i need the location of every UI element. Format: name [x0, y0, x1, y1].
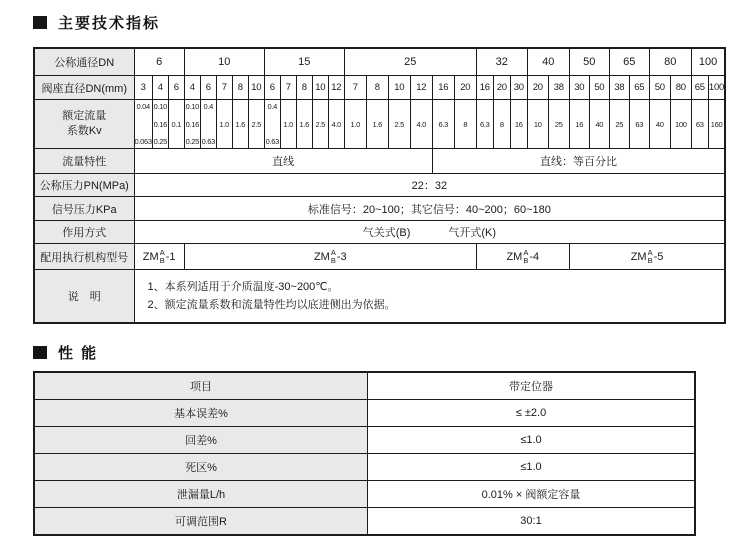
kv-value: 1.6 — [235, 119, 246, 129]
performance-item-cell: 项目 — [34, 372, 368, 400]
kv-value: 63 — [695, 119, 704, 129]
kv-value-stack — [265, 100, 280, 148]
kv-value-stack — [692, 102, 708, 146]
kv-value: 0.10 — [153, 102, 167, 111]
performance-item-cell: 死区% — [34, 454, 368, 481]
dn-group-cell: 6 — [134, 48, 184, 76]
seat-cell: 20 — [527, 76, 548, 100]
kv-cell — [493, 100, 510, 149]
kv-cell — [691, 100, 708, 149]
kv-cell — [280, 100, 296, 149]
kv-value-stack — [511, 102, 527, 146]
kv-value-stack — [389, 102, 410, 146]
actuator-model-cell — [476, 244, 569, 270]
seat-cell: 8 — [366, 76, 388, 100]
nominal-pressure-value-cell: 22：32 — [134, 174, 725, 197]
performance-value-cell: ≤ ±2.0 — [368, 400, 696, 427]
seat-cell: 65 — [629, 76, 649, 100]
kv-value: 0.63 — [265, 137, 279, 146]
seat-cell: 6 — [200, 76, 216, 100]
kv-label — [34, 100, 134, 149]
kv-value: 0.4 — [267, 102, 278, 111]
dn-group-cell: 15 — [264, 48, 344, 76]
actuator-stack-bottom: B — [523, 256, 529, 266]
nominal-pressure-row — [34, 174, 725, 197]
notes-label: 说 明 — [34, 270, 134, 324]
performance-item-cell: 回差% — [34, 427, 368, 454]
air-to-close-text: 气关式(B) — [362, 227, 411, 239]
seat-cell: 65 — [691, 76, 708, 100]
seat-cell: 10 — [388, 76, 410, 100]
kv-value: 2.5 — [315, 119, 326, 129]
section-title-specs-label: 主要技术指标 — [58, 15, 161, 32]
kv-value-stack — [630, 102, 649, 146]
kv-label-line2: 系数Kv — [66, 125, 102, 137]
kv-value: 1.0 — [283, 119, 294, 129]
flow-linear-equal-cell: 直线：等百分比 — [432, 149, 725, 174]
kv-cell — [708, 100, 725, 149]
seat-cell: 4 — [152, 76, 168, 100]
kv-cell — [312, 100, 328, 149]
kv-value-stack — [455, 102, 476, 146]
kv-cell — [200, 100, 216, 149]
flow-characteristic-label: 流量特性 — [34, 149, 134, 174]
kv-value-stack — [709, 102, 725, 146]
kv-cell — [168, 100, 184, 149]
performance-item-cell: 基本误差% — [34, 400, 368, 427]
seat-cell: 12 — [410, 76, 432, 100]
dn-group-cell: 65 — [609, 48, 649, 76]
performance-value-cell: 0.01% × 阀额定容量 — [368, 481, 696, 508]
signal-pressure-row — [34, 197, 725, 221]
main-specs-table — [33, 47, 726, 324]
kv-value: 1.6 — [299, 119, 310, 129]
flow-characteristic-row — [34, 149, 725, 174]
seat-cell: 80 — [670, 76, 691, 100]
kv-cell — [432, 100, 454, 149]
kv-value-stack — [329, 102, 344, 146]
kv-value-stack — [671, 102, 691, 146]
kv-value-stack — [411, 102, 432, 146]
performance-value-cell: ≤1.0 — [368, 454, 696, 481]
kv-label-line1: 额定流量 — [62, 110, 107, 123]
actuator-ab-stack — [160, 249, 165, 266]
actuator-suffix: -5 — [653, 250, 664, 263]
performance-item-cell: 泄漏量L/h — [34, 481, 368, 508]
kv-value: 6.3 — [480, 119, 490, 129]
actuator-model — [506, 249, 539, 266]
notes-cell — [134, 270, 725, 324]
actuator-model — [314, 249, 347, 266]
kv-value: 1.0 — [219, 119, 230, 129]
kv-cell — [476, 100, 493, 149]
kv-value: 4.0 — [331, 119, 342, 129]
actuator-suffix: -1 — [165, 250, 176, 263]
kv-value-stack — [345, 102, 366, 146]
nominal-pressure-label: 公称压力PN(MPa) — [34, 174, 134, 197]
actuator-prefix: ZM — [313, 250, 330, 263]
kv-value-stack — [233, 102, 248, 146]
seat-cell: 3 — [134, 76, 152, 100]
section-title-performance-label: 性 能 — [58, 345, 99, 362]
kv-cell — [264, 100, 280, 149]
kv-cell — [134, 100, 152, 149]
signal-pressure-label: 信号压力KPa — [34, 197, 134, 221]
kv-cell — [527, 100, 548, 149]
seat-cell: 7 — [344, 76, 366, 100]
kv-cell — [388, 100, 410, 149]
kv-value: 0.25 — [185, 137, 199, 146]
seat-cell: 30 — [569, 76, 589, 100]
kv-value-stack — [153, 100, 168, 148]
dn-group-cell: 100 — [691, 48, 725, 76]
kv-cell — [629, 100, 649, 149]
performance-row — [34, 454, 695, 481]
kv-value: 8 — [499, 119, 504, 129]
kv-cell — [548, 100, 569, 149]
kv-value-stack — [650, 102, 670, 146]
section-title-performance — [33, 342, 98, 363]
performance-value-cell: 30:1 — [368, 508, 696, 536]
kv-value-stack — [494, 102, 510, 146]
performance-table — [33, 371, 696, 536]
kv-value: 8 — [463, 119, 468, 129]
kv-cell — [670, 100, 691, 149]
dn-group-cell: 25 — [344, 48, 476, 76]
dn-group-cell: 50 — [569, 48, 609, 76]
kv-cell — [152, 100, 168, 149]
action-mode-label: 作用方式 — [34, 221, 134, 244]
actuator-suffix: -3 — [336, 250, 347, 263]
actuator-prefix: ZM — [630, 250, 647, 263]
kv-cell — [510, 100, 527, 149]
actuator-suffix: -4 — [529, 250, 540, 263]
notes-row — [34, 270, 725, 324]
kv-value-stack — [367, 102, 388, 146]
section-marker-icon — [33, 346, 47, 359]
seat-cell: 12 — [328, 76, 344, 100]
kv-value: 0.63 — [201, 137, 215, 146]
actuator-stack-top: A — [647, 247, 653, 257]
action-mode-row — [34, 221, 725, 244]
performance-row — [34, 508, 695, 536]
kv-cell — [410, 100, 432, 149]
actuator-ab-stack — [523, 249, 528, 266]
seat-cell: 30 — [510, 76, 527, 100]
kv-cell — [216, 100, 232, 149]
performance-row — [34, 427, 695, 454]
air-to-open-text: 气开式(K) — [448, 227, 497, 239]
dn-group-cell: 40 — [527, 48, 569, 76]
kv-value: 160 — [710, 119, 723, 129]
kv-value: 25 — [615, 119, 624, 129]
actuator-stack-top: A — [330, 247, 336, 257]
kv-value: 25 — [554, 119, 563, 129]
seat-cell: 38 — [609, 76, 629, 100]
actuator-model — [631, 249, 664, 266]
kv-value-stack — [570, 102, 589, 146]
seat-cell: 10 — [312, 76, 328, 100]
actuator-stack-bottom: B — [647, 256, 653, 266]
seat-cell: 16 — [476, 76, 493, 100]
seat-cell: 7 — [280, 76, 296, 100]
seat-cell: 8 — [232, 76, 248, 100]
performance-value-cell: ≤1.0 — [368, 427, 696, 454]
kv-value: 1.6 — [372, 119, 383, 129]
kv-value: 0.063 — [134, 137, 152, 146]
kv-value: 0.04 — [136, 102, 150, 111]
kv-value: 40 — [655, 119, 664, 129]
actuator-prefix: ZM — [142, 250, 159, 263]
kv-value: 63 — [635, 119, 644, 129]
kv-value: 0.10 — [185, 102, 199, 111]
flow-linear-cell: 直线 — [134, 149, 432, 174]
seat-cell: 38 — [548, 76, 569, 100]
kv-value-stack — [313, 102, 328, 146]
kv-cell — [589, 100, 609, 149]
seat-cell: 100 — [708, 76, 725, 100]
actuator-stack-bottom: B — [159, 256, 165, 266]
seat-cell: 7 — [216, 76, 232, 100]
seat-cell: 4 — [184, 76, 200, 100]
actuator-ab-stack — [331, 249, 336, 266]
actuator-stack-bottom: B — [330, 256, 336, 266]
section-title-specs — [33, 12, 160, 33]
kv-value: 2.5 — [251, 119, 262, 129]
seat-cell: 50 — [649, 76, 670, 100]
kv-value-stack — [169, 102, 184, 146]
nominal-diameter-label: 公称通径DN — [34, 48, 134, 76]
kv-cell — [248, 100, 264, 149]
dn-group-cell: 32 — [476, 48, 527, 76]
kv-value-stack — [201, 100, 216, 148]
seat-cell: 8 — [296, 76, 312, 100]
kv-value: 10 — [533, 119, 542, 129]
note-line: 2、额定流量系数和流量特性均以底进侧出为依据。 — [147, 299, 396, 311]
kv-value-stack — [549, 102, 569, 146]
seat-cell: 6 — [168, 76, 184, 100]
kv-cell — [649, 100, 670, 149]
kv-value: 4.0 — [416, 119, 427, 129]
actuator-label: 配用执行机构型号 — [34, 244, 134, 270]
performance-item-cell: 可调范围R — [34, 508, 368, 536]
kv-value-stack — [217, 102, 232, 146]
actuator-prefix: ZM — [506, 250, 523, 263]
actuator-stack-top: A — [159, 247, 165, 257]
kv-cell — [184, 100, 200, 149]
kv-value: 1.0 — [350, 119, 361, 129]
kv-cell — [366, 100, 388, 149]
note-line: 1、本系列适用于介质温度-30~200℃。 — [147, 280, 339, 293]
dn-group-cell: 10 — [184, 48, 264, 76]
actuator-row — [34, 244, 725, 270]
performance-row — [34, 481, 695, 508]
kv-cell — [296, 100, 312, 149]
kv-cell — [454, 100, 476, 149]
kv-cell — [609, 100, 629, 149]
actuator-model-cell — [134, 244, 184, 270]
actuator-stack-top: A — [523, 247, 529, 257]
kv-value: 2.5 — [394, 119, 405, 129]
kv-value-stack — [610, 102, 629, 146]
seat-diameter-label: 阀座直径DN(mm) — [34, 76, 134, 100]
kv-value-stack — [297, 102, 312, 146]
dn-group-cell: 80 — [649, 48, 691, 76]
nominal-diameter-row — [34, 48, 725, 76]
performance-row — [34, 372, 695, 400]
seat-cell: 20 — [454, 76, 476, 100]
kv-value-stack — [281, 102, 296, 146]
kv-value: 100 — [674, 119, 687, 129]
section-marker-icon — [33, 16, 47, 29]
actuator-model-cell — [569, 244, 725, 270]
kv-value: 16 — [575, 119, 584, 129]
kv-value-stack — [590, 102, 609, 146]
actuator-model — [143, 249, 176, 266]
kv-value-stack — [135, 100, 152, 148]
kv-value-stack — [477, 102, 493, 146]
kv-value: 0.16 — [153, 119, 167, 129]
seat-cell: 20 — [493, 76, 510, 100]
kv-cell — [344, 100, 366, 149]
kv-value-stack — [433, 102, 454, 146]
actuator-ab-stack — [648, 249, 653, 266]
seat-cell: 50 — [589, 76, 609, 100]
seat-cell: 6 — [264, 76, 280, 100]
action-mode-value-cell — [134, 221, 725, 244]
kv-row — [34, 100, 725, 149]
kv-value: 16 — [514, 119, 523, 129]
actuator-model-cell — [184, 244, 476, 270]
kv-value-stack — [185, 100, 200, 148]
kv-cell — [328, 100, 344, 149]
kv-value-stack — [249, 102, 264, 146]
kv-value: 0.16 — [185, 119, 199, 129]
kv-value-stack — [528, 102, 548, 146]
signal-pressure-value-cell: 标准信号：20~100；其它信号：40~200；60~180 — [134, 197, 725, 221]
kv-value: 0.1 — [171, 119, 182, 129]
seat-cell: 16 — [432, 76, 454, 100]
kv-value: 40 — [595, 119, 604, 129]
performance-row — [34, 400, 695, 427]
kv-cell — [232, 100, 248, 149]
kv-value: 0.4 — [203, 102, 214, 111]
seat-cell: 10 — [248, 76, 264, 100]
seat-diameter-row — [34, 76, 725, 100]
performance-value-cell: 带定位器 — [368, 372, 696, 400]
kv-value: 6.3 — [438, 119, 449, 129]
kv-cell — [569, 100, 589, 149]
kv-value: 0.25 — [153, 137, 167, 146]
